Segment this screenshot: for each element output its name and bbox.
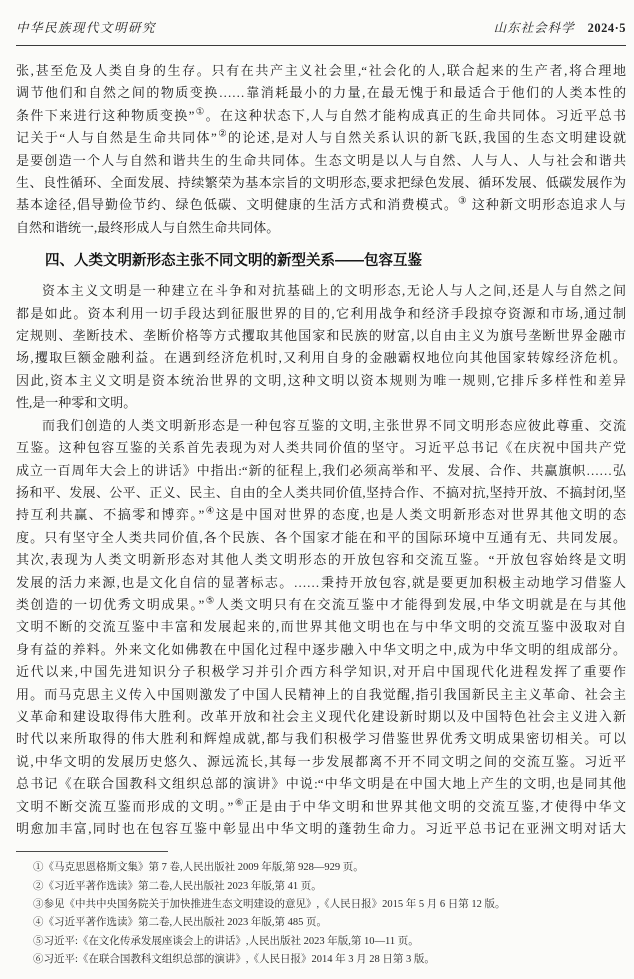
body-text-line: 张,甚至危及人类自身的生存。只有在共产主义社会里,“社会化的人,联合起来的生产者,将合理地: [16, 63, 626, 78]
body-text-line: 类创造的一切优秀文明成果。”⑤人类文明只有在交流互鉴中才能得到发展,中华文明就是在与其他: [16, 596, 626, 612]
paragraph-capitalism: [16, 280, 626, 414]
body-text-line: 文明不断交流互鉴而形成的文明。”⑥正是由于中华文明和世界其他文明的交流互鉴,才使得中华文: [16, 798, 626, 814]
article-body: [16, 60, 626, 840]
body-text-line: 发展的活力来源,也是文化自信的显著标志。……秉持开放包容,就是要更加积极主动地学习借鉴人: [16, 574, 626, 590]
body-text-line: 时代以来所取得的伟大胜利和辉煌成就,都与我们积极学习借鉴世界优秀文明成果密切相关。可以: [16, 731, 626, 747]
body-text-line: 义革命和建设取得伟大胜利。改革开放和社会主义现代化建设新时期以及中国特色社会主义进入新: [16, 708, 626, 724]
body-text-line: 自然和谐统一,最终形成人与自然生命共同体。: [16, 219, 280, 235]
body-text-line: 都是如此。资本利用一切手段达到征服世界的目的,它利用战争和经济手段掠夺资源和市场,通过制: [16, 305, 626, 321]
body-text-line: 资本主义文明是一种建立在斗争和对抗基础上的文明形态,无论人与人之间,还是人与自然之间: [42, 283, 626, 299]
footnote-item: ⑤习近平:《在文化传承发展座谈会上的讲话》,人民出版社 2023 年版,第 10—11 页。: [33, 935, 419, 947]
body-text-line: 而我们创造的人类文明新形态是一种包容互鉴的文明,主张世界不同文明形态应彼此尊重、交流: [42, 417, 626, 433]
section-heading: 四、人类文明新形态主张不同文明的新型关系——包容互鉴: [45, 253, 422, 270]
body-text-line: 条件下来进行这种物质变换”①。在这种状态下,人与自然才能构成真正的生命共同体。习近平总书: [16, 107, 626, 123]
body-text-line: 总书记《在联合国教科文组织总部的演讲》中说:“中华文明是在中国大地上产生的文明,也是同其他: [16, 776, 626, 792]
footnote-item: ⑥习近平:《在联合国教科文组织总部的演讲》,《人民日报》2014 年 3 月 28 日第 3 版。: [33, 953, 435, 965]
body-text-line: 其次,表现为人类文明新形态对其他人类文明形态的开放包容和交流互鉴。“开放包容始终是文明: [16, 552, 626, 568]
footnote-separator: [16, 851, 168, 852]
body-text-line: 因此,资本主义文明是资本统治世界的文明,这种文明以资本规则为唯一规则,它排斥多样性和差异: [16, 372, 626, 388]
footnote-item: ④《习近平著作选读》第二卷,人民出版社 2023 年版,第 485 页。: [33, 917, 327, 929]
journal-name: 山东社会科学: [493, 21, 575, 35]
footnote-item: ③参见《中共中央国务院关于加快推进生态文明建设的意见》,《人民日报》2015 年 5 月 6 日第 12 版。: [33, 899, 506, 910]
paragraph-inclusive: [16, 415, 626, 841]
body-text-line: 定规则、垄断技术、垄断价格等方式攫取其他国家和民族的财富,以自由主义为旗号垄断世界金融市: [16, 328, 626, 344]
body-text-line: 说,中华文明的发展历史悠久、源远流长,其每一步发展都离不开不同文明之间的交流互鉴。习近平: [16, 753, 626, 769]
body-text-line: 明愈加丰富,同时也在包容互鉴中彰显出中华文明的蓬勃生命力。习近平总书记在亚洲文明对话大: [16, 821, 626, 836]
body-text-line: 调节他们和自然之间的物质变换……靠消耗最小的力量,在最无愧于和最适合于他们的人类本性的: [16, 85, 626, 101]
body-text-line: 身有益的养料。外来文化如佛教在中国化过程中逐步融入中华文明之中,成为中华文明的组成部分。: [16, 641, 626, 657]
body-text-line: 扬和平、发展、公平、正义、民主、自由的全人类共同价值,坚持合作、不搞对抗,坚持开放、不搞封闭,坚: [16, 484, 626, 500]
body-text-line: 互鉴。这种包容互鉴的关系首先表现为对人类共同价值的坚守。习近平总书记《在庆祝中国共产党: [16, 440, 626, 456]
journal-issue-block: [494, 20, 626, 37]
body-text-line: 近代以来,中国先进知识分子积极学习并引介西方科学知识,对开启中国现代化进程发挥了重要作: [16, 664, 626, 680]
running-header: [16, 20, 626, 37]
issue-number: 2024·5: [587, 21, 626, 35]
footnote-item: ②《习近平著作选读》第二卷,人民出版社 2023 年版,第 41 页。: [33, 880, 322, 892]
body-text-line: 文明不断的交流互鉴中丰富和发展起来的,而世界其他文明也在与中华文明的交流互鉴中汲取对自: [16, 619, 626, 635]
body-text-line: 用。而马克思主义传入中国则激发了中国人民精神上的自我觉醒,指引我国新民主主义革命、社会主: [16, 686, 626, 702]
body-text-line: 基本途径,倡导勤俭节约、绿色低碳、文明健康的生活方式和消费模式。③ 这种新文明形态追求人与: [16, 197, 626, 213]
body-text-line: 成立一百周年大会上的讲话》中指出:“新的征程上,我们必须高举和平、发展、合作、共赢旗帜……弘: [16, 462, 626, 478]
footnotes: [16, 859, 626, 969]
body-text-line: 度。只有坚守全人类共同价值,各个民族、各个国家才能在和平的国际环境中互通有无、共同发展。: [16, 529, 626, 545]
header-rule: [16, 45, 626, 46]
running-title: 中华民族现代文明研究: [16, 21, 157, 35]
body-text-line: 场,攫取巨额金融利益。在遇到经济危机时,又利用自身的金融霸权地位向其他国家转嫁经济危机。: [16, 350, 626, 366]
paragraph-continued: [16, 60, 626, 239]
body-text-line: 持互利共赢、不搞零和博弈。”④这是中国对世界的态度,也是人类文明新形态对世界其他文明的态: [16, 506, 626, 523]
body-text-line: 生、良性循环、全面发展、持续繁荣为基本宗旨的文明形态,要求把绿色发展、循环发展、低碳发展作为: [16, 175, 626, 191]
footnote-item: ①《马克思恩格斯文集》第 7 卷,人民出版社 2009 年版,第 928—929 页。: [33, 862, 364, 874]
body-text-line: 是要创造一个人与自然和谐共生的生命共同体。生态文明是以人与自然、人与人、人与社会和谐共: [16, 152, 626, 168]
body-text-line: 记关于“人与自然是生命共同体”②的论述,是对人与自然关系认识的新飞跃,我国的生态文明建设就: [16, 129, 626, 146]
body-text-line: 性,是一种零和文明。: [16, 395, 137, 411]
